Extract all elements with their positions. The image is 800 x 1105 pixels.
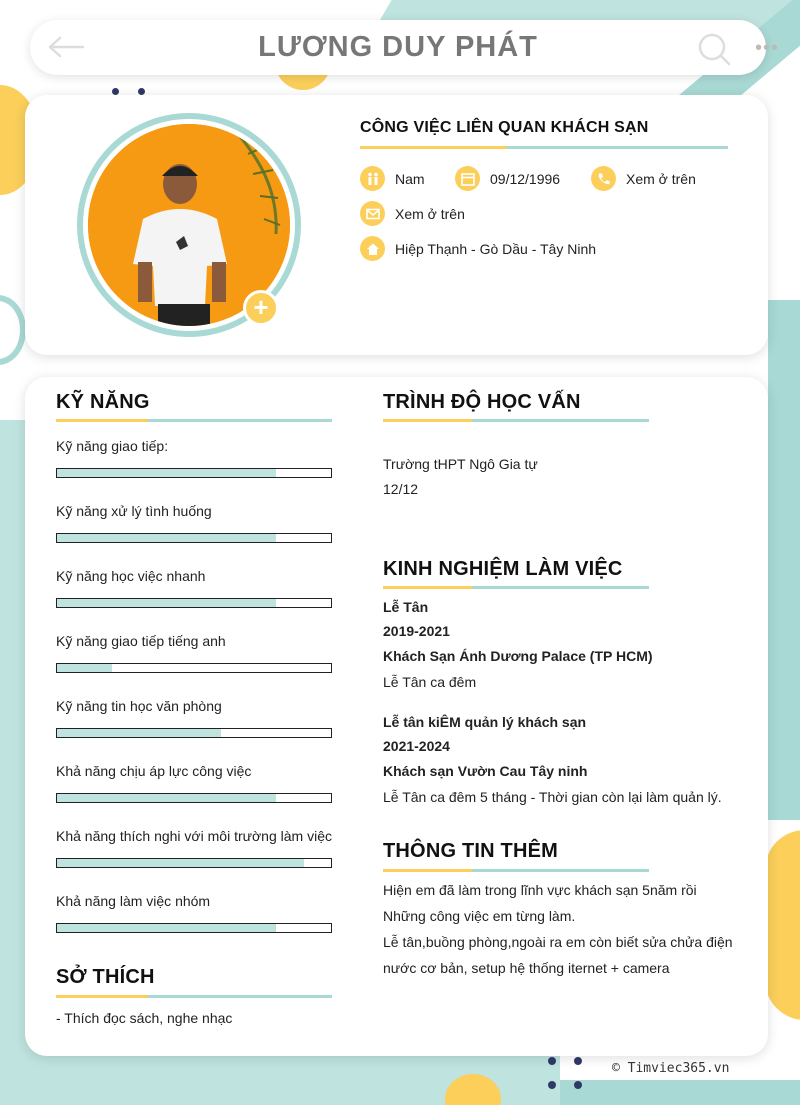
- skill-level-fill: [57, 859, 304, 867]
- skills-underline: [56, 419, 332, 422]
- skill-label: Kỹ năng xử lý tình huống: [56, 503, 212, 519]
- skill-level-fill: [57, 794, 276, 802]
- skill-label: Khả năng chịu áp lực công việc: [56, 763, 252, 779]
- skill-level-bar: [56, 728, 332, 738]
- birthday-value: 09/12/1996: [490, 170, 561, 187]
- gender-info: [360, 166, 425, 191]
- job-title: CÔNG VIỆC LIÊN QUAN KHÁCH SẠN: [360, 119, 649, 136]
- skill-label: Khả năng làm việc nhóm: [56, 893, 211, 909]
- skill-label: Kỹ năng tin học văn phòng: [56, 698, 222, 714]
- job-2-period: 2021-2024: [383, 738, 450, 754]
- skill-level-bar: [56, 533, 332, 543]
- skill-level-bar: [56, 793, 332, 803]
- skill-label: Kỹ năng học việc nhanh: [56, 568, 206, 584]
- skill-level-fill: [57, 664, 112, 672]
- gender-value: Nam: [395, 170, 425, 187]
- phone-info: [591, 166, 696, 191]
- phone-value: Xem ở trên: [626, 170, 696, 187]
- hobbies-text: - Thích đọc sách, nghe nhạc: [56, 1010, 233, 1026]
- home-icon: [360, 236, 385, 261]
- skill-level-fill: [57, 469, 276, 477]
- email-info: [360, 201, 465, 226]
- extra-info-line-3: Lễ tân,buồng phòng,ngoài ra em còn biết sửa chửa điện: [383, 934, 733, 950]
- profile-card: [25, 95, 768, 355]
- skills-title: KỸ NĂNG: [56, 391, 150, 413]
- address-value: Hiệp Thạnh - Gò Dầu - Tây Ninh: [395, 240, 597, 257]
- experience-underline: [383, 586, 649, 589]
- skill-level-bar: [56, 663, 332, 673]
- skill-label: Kỹ năng giao tiếp:: [56, 438, 169, 454]
- hobbies-title: SỞ THÍCH: [56, 966, 155, 988]
- extra-info-underline: [383, 869, 649, 872]
- main-card: [25, 377, 768, 1056]
- skill-level-fill: [57, 729, 221, 737]
- candidate-name: LƯƠNG DUY PHÁT: [258, 31, 538, 63]
- job-2-description: Lễ Tân ca đêm 5 tháng - Thời gian còn lại làm quản lý.: [383, 789, 722, 805]
- skill-level-fill: [57, 534, 276, 542]
- job-1-company: Khách Sạn Ánh Dương Palace (TP HCM): [383, 648, 653, 664]
- job-1-period: 2019-2021: [383, 623, 450, 639]
- skill-level-bar: [56, 468, 332, 478]
- extra-info-line-1: Hiện em đã làm trong lĩnh vực khách sạn 5năm rồi: [383, 882, 697, 898]
- skill-level-fill: [57, 924, 276, 932]
- envelope-icon: [360, 201, 385, 226]
- job-2-company: Khách sạn Vườn Cau Tây ninh: [383, 763, 588, 779]
- phone-icon: [591, 166, 616, 191]
- calendar-icon: [455, 166, 480, 191]
- search-icon[interactable]: [697, 32, 731, 66]
- job-title-underline: [360, 146, 728, 149]
- hobbies-underline: [56, 995, 332, 998]
- skill-label: Kỹ năng giao tiếp tiếng anh: [56, 633, 226, 649]
- add-photo-button[interactable]: +: [243, 290, 279, 326]
- header-bar: [30, 20, 780, 75]
- footer-watermark: © Timviec365.vn: [612, 1061, 730, 1076]
- address-info: [360, 236, 596, 261]
- skill-level-bar: [56, 923, 332, 933]
- extra-info-line-2: Những công việc em từng làm.: [383, 908, 576, 924]
- extra-info-title: THÔNG TIN THÊM: [383, 840, 559, 862]
- education-title: TRÌNH ĐỘ HỌC VẤN: [383, 391, 581, 413]
- job-2-position: Lễ tân kiÊM quản lý khách sạn: [383, 714, 587, 730]
- birthday-info: [455, 166, 560, 191]
- skill-level-bar: [56, 858, 332, 868]
- job-1-description: Lễ Tân ca đêm: [383, 674, 477, 690]
- skill-level-bar: [56, 598, 332, 608]
- experience-title: KINH NGHIỆM LÀM VIỆC: [383, 558, 623, 580]
- job-1-position: Lễ Tân: [383, 599, 429, 615]
- extra-info-line-4: nước cơ bản, setup hệ thống iternet + camera: [383, 960, 670, 976]
- gender-icon: [360, 166, 385, 191]
- education-grade: 12/12: [383, 481, 419, 497]
- education-school: Trường tHPT Ngô Gia tự: [383, 456, 538, 472]
- more-options-icon[interactable]: •••: [755, 37, 780, 59]
- email-value: Xem ở trên: [395, 205, 465, 222]
- skill-label: Khả năng thích nghi với môi trường làm việc: [56, 828, 332, 844]
- skill-level-fill: [57, 599, 276, 607]
- education-underline: [383, 419, 649, 422]
